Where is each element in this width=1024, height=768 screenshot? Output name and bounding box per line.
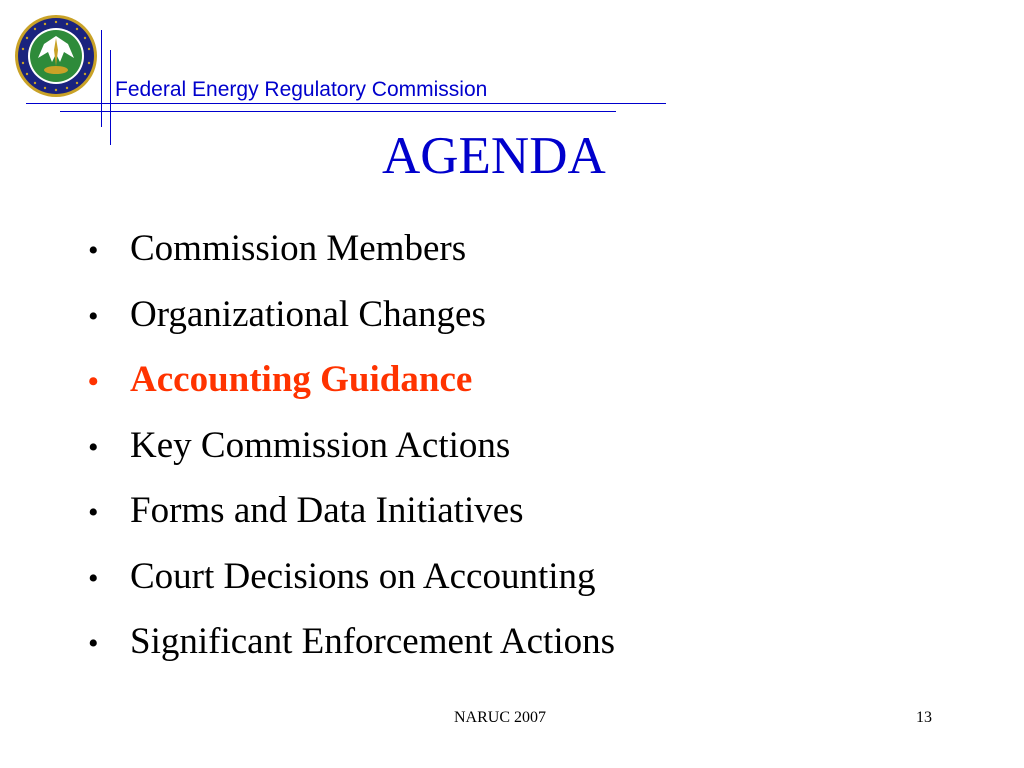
bullet-icon: •: [88, 430, 99, 464]
bullet-icon: •: [88, 299, 99, 333]
agenda-item-label: Organizational Changes: [130, 293, 486, 335]
agenda-item: [84, 620, 615, 686]
agenda-item-label: Commission Members: [130, 228, 467, 269]
bullet-icon: •: [88, 627, 99, 660]
page-number: 13: [916, 709, 932, 726]
slide-title: AGENDA: [382, 127, 606, 185]
agenda-item: [84, 424, 615, 490]
footer-event: NARUC 2007: [454, 709, 547, 726]
header-vertical-rule-1: [101, 30, 102, 127]
header-horizontal-rule-1: [26, 103, 666, 104]
header-horizontal-rule-2: [60, 111, 616, 112]
ferc-seal-icon: [14, 14, 98, 98]
agenda-item-label: Key Commission Actions: [130, 424, 511, 466]
bullet-icon: •: [88, 365, 99, 398]
agenda-item: [84, 555, 615, 621]
agenda-list: [84, 227, 615, 686]
agenda-item: [84, 293, 615, 359]
agenda-item-highlighted: [84, 358, 615, 424]
bullet-icon: •: [88, 496, 99, 529]
agenda-item-label: Accounting Guidance: [130, 359, 473, 400]
agenda-item-label: Significant Enforcement Actions: [130, 621, 615, 662]
header-vertical-rule-2: [110, 50, 111, 145]
bullet-icon: •: [88, 561, 99, 595]
organization-name: Federal Energy Regulatory Commission: [115, 78, 488, 101]
agenda-item: [84, 489, 615, 555]
agenda-item-label: Forms and Data Initiatives: [130, 490, 524, 531]
agenda-item-label: Court Decisions on Accounting: [130, 555, 596, 597]
agenda-item: [84, 227, 615, 293]
bullet-icon: •: [88, 234, 99, 267]
